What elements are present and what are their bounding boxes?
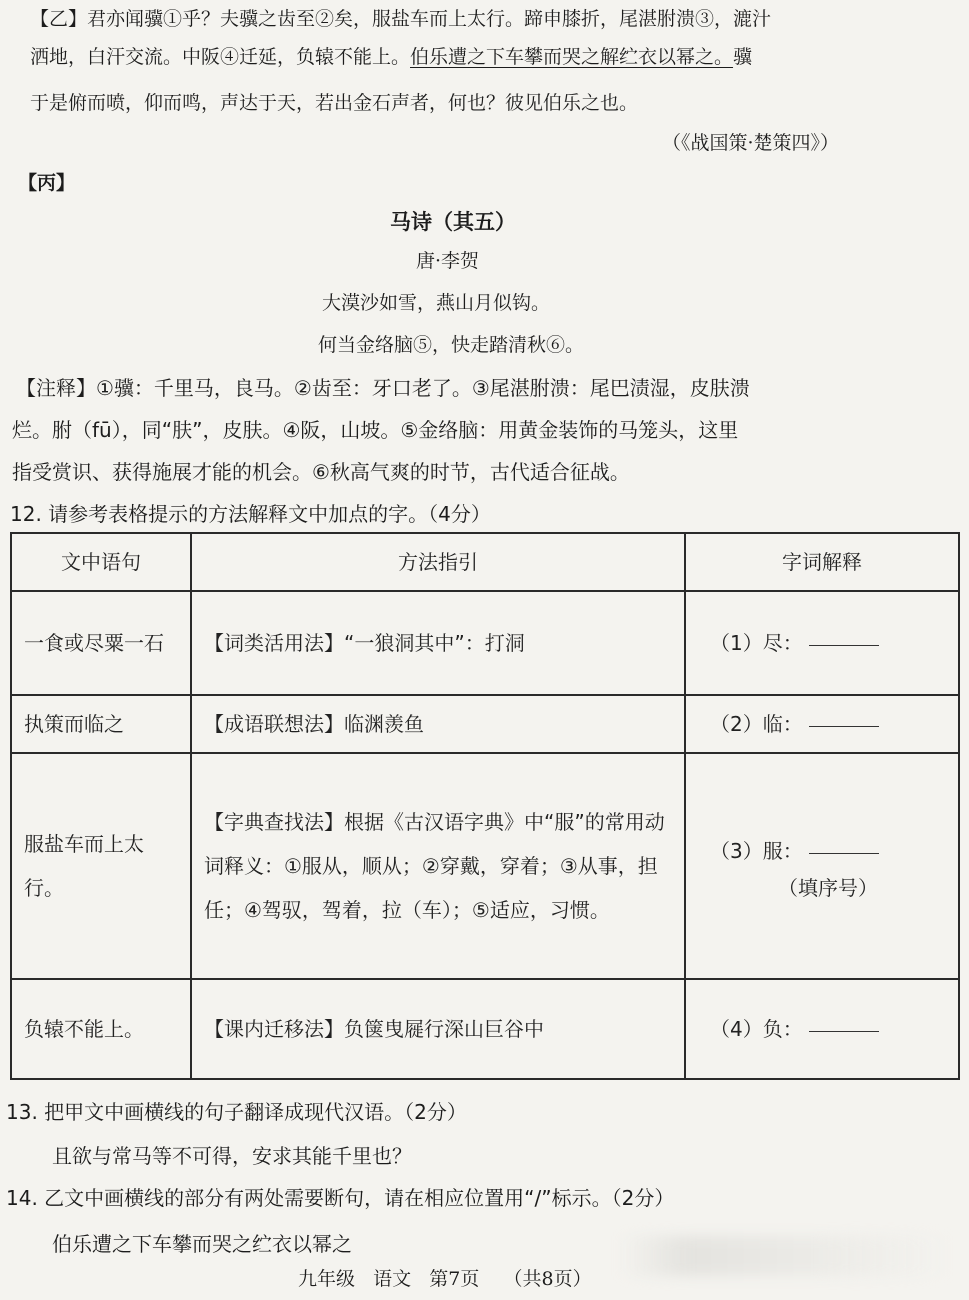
- header-answer: 字词解释: [685, 533, 959, 591]
- yi-line-2-end: 骥: [733, 46, 753, 68]
- notes-line-1: 【注释】①骥：千里马，良马。②齿至：牙口老了。③尾湛胕溃：尾巴渍湿，皮肤溃: [16, 376, 750, 400]
- row2-method: 【成语联想法】临渊羡鱼: [191, 695, 685, 753]
- row2-answer: [685, 695, 959, 753]
- row3-answer-hint: （填序号）: [778, 876, 878, 900]
- poem-line-2: 何当金络脑⑤，快走踏清秋⑥。: [318, 334, 585, 356]
- notes-line-3: 指受赏识、获得施展才能的机会。⑥秋高气爽的时节，古代适合征战。: [12, 460, 630, 484]
- footer-page: 第7页: [429, 1268, 480, 1290]
- row3-answer-blank[interactable]: [809, 852, 879, 854]
- page-footer: [298, 1264, 592, 1291]
- q12-prompt: 12. 请参考表格提示的方法解释文中加点的字。（4分）: [10, 502, 491, 526]
- row4-sentence: 负辕不能上。: [11, 979, 191, 1079]
- yi-line-2: [30, 42, 752, 69]
- row3-answer-label: （3）服：: [710, 839, 803, 863]
- yi-line-1: 【乙】君亦闻骥①乎？夫骥之齿至②矣，服盐车而上太行。蹄申膝折，尾湛胕溃③，漉汁: [30, 8, 772, 30]
- row2-answer-label: （2）临：: [710, 712, 803, 736]
- row2-sentence: 执策而临之: [11, 695, 191, 753]
- bing-label: 【丙】: [18, 172, 76, 194]
- q13-prompt: 13. 把甲文中画横线的句子翻译成现代汉语。（2分）: [6, 1100, 467, 1124]
- yi-underlined-sentence: 伯乐遭之下车攀而哭之解纻衣以幂之。: [410, 46, 734, 68]
- row3-answer: [685, 753, 959, 979]
- row1-answer: [685, 591, 959, 695]
- table-row: [11, 695, 959, 753]
- row4-answer-label: （4）负：: [710, 1017, 803, 1041]
- notes-line-2: 烂。胕（fū），同“肤”，皮肤。④阪，山坡。⑤金络脑：用黄金装饰的马笼头，这里: [12, 418, 739, 442]
- table-row: [11, 753, 959, 979]
- q14-prompt: 14. 乙文中画横线的部分有两处需要断句，请在相应位置用“/”标示。（2分）: [6, 1186, 675, 1210]
- row1-answer-label: （1）尽：: [710, 631, 803, 655]
- table-row: [11, 979, 959, 1079]
- row2-answer-blank[interactable]: [809, 725, 879, 727]
- q14-sentence: 伯乐遭之下车攀而哭之纻衣以幂之: [52, 1232, 352, 1256]
- row3-sentence: 服盐车而上太行。: [11, 753, 191, 979]
- header-method: 方法指引: [191, 533, 685, 591]
- yi-line-3: 于是俯而喷，仰而鸣，声达于天，若出金石声者，何也？彼见伯乐之也。: [30, 92, 639, 114]
- row1-method: 【词类活用法】“一狼洞其中”：打洞: [191, 591, 685, 695]
- yi-source: （《战国策·楚策四》）: [662, 132, 840, 154]
- table-row: [11, 591, 959, 695]
- footer-total: （共8页）: [503, 1268, 592, 1290]
- q13-sentence: 且欲与常马等不可得，安求其能千里也？: [52, 1144, 412, 1168]
- blur-smudge: [620, 1236, 950, 1276]
- poem-title: 马诗（其五）: [390, 209, 516, 234]
- footer-grade: 九年级: [298, 1268, 356, 1290]
- yi-line-2-start: 洒地，白汗交流。中阪④迁延，负辕不能上。: [30, 46, 411, 68]
- table-header-row: [11, 533, 959, 591]
- footer-subject: 语文: [373, 1268, 412, 1290]
- poem-line-1: 大漠沙如雪，燕山月似钩。: [322, 292, 551, 314]
- row4-answer-blank[interactable]: [809, 1030, 879, 1032]
- row4-method: 【课内迁移法】负箧曳屣行深山巨谷中: [191, 979, 685, 1079]
- header-sentence: 文中语句: [11, 533, 191, 591]
- poem-author: 唐·李贺: [416, 250, 480, 272]
- row1-sentence: 一食或尽粟一石: [11, 591, 191, 695]
- row3-method: 【字典查找法】根据《古汉语字典》中“服”的常用动词释义：①服从，顺从；②穿戴，穿着；③从事，担任；④驾驭，驾着，拉（车）；⑤适应，习惯。: [191, 753, 685, 979]
- row1-answer-blank[interactable]: [809, 644, 879, 646]
- method-table: [10, 532, 960, 1080]
- row4-answer: [685, 979, 959, 1079]
